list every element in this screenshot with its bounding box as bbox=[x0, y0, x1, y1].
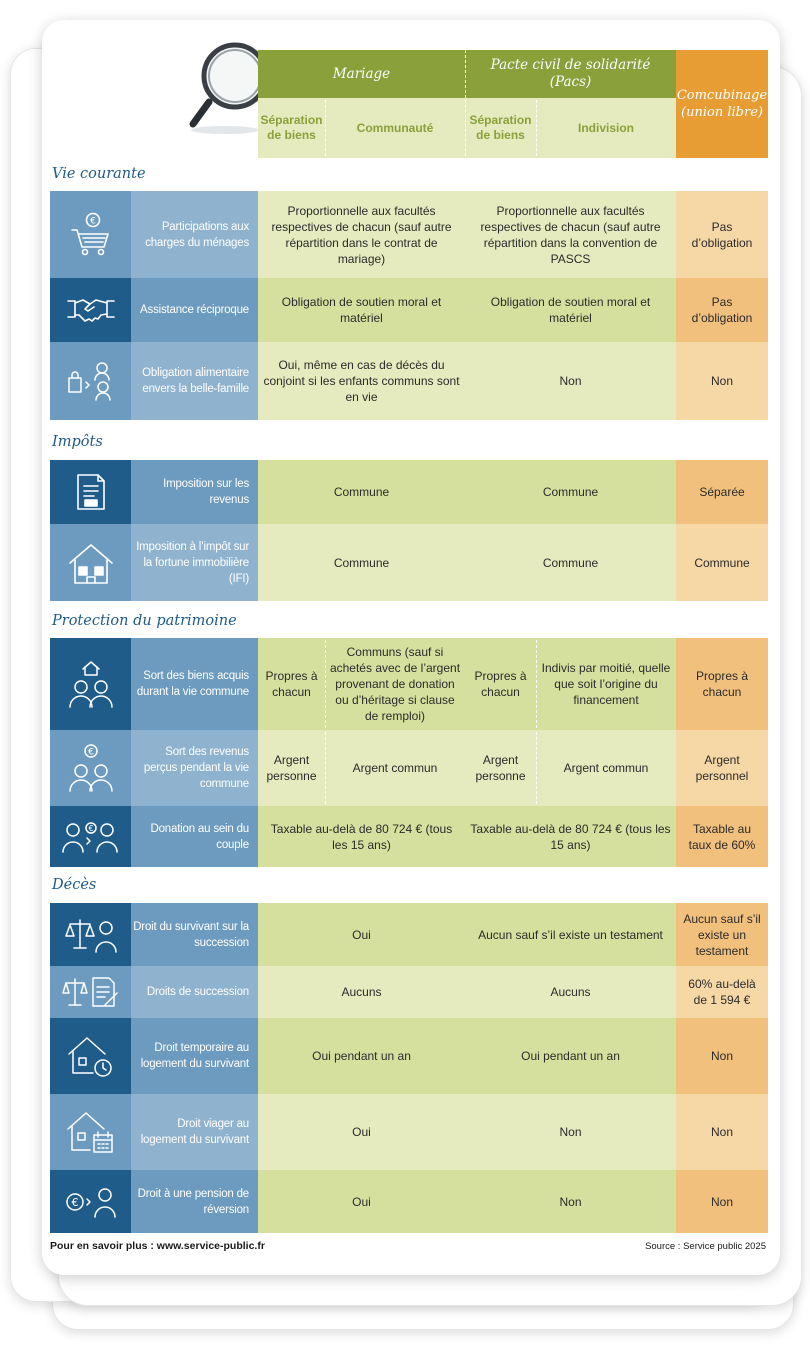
cell-ifi-mariage: Commune bbox=[258, 524, 465, 601]
svg-text:€: € bbox=[89, 216, 96, 226]
cell-revenus-indivision: Argent commun bbox=[536, 730, 676, 806]
cell-participations-concubinage: Pas d’obligation bbox=[676, 191, 768, 278]
cell-revenus-pacs-separation: Argent personne bbox=[465, 730, 536, 806]
header-concubinage: Comcubinage (union libre) bbox=[676, 50, 768, 158]
cell-divider bbox=[325, 640, 326, 728]
cell-obligation-mariage: Oui, même en cas de décès du conjoint si les enfants communs sont en vie bbox=[258, 342, 465, 420]
row-label-survivant: Droit du survivant sur la succession bbox=[131, 903, 258, 966]
row-label-donation: Donation au sein du couple bbox=[131, 806, 258, 867]
cell-temporaire-mariage: Oui pendant un an bbox=[258, 1018, 465, 1094]
couple-euro-icon bbox=[67, 743, 115, 793]
row-icon-imposition bbox=[50, 460, 131, 524]
row-icon-assistance bbox=[50, 278, 131, 342]
cell-imposition-concubinage: Séparée bbox=[676, 460, 768, 524]
row-label-assistance: Assistance réciproque bbox=[131, 278, 258, 342]
section-title-impots: Impôts bbox=[52, 434, 103, 450]
row-icon-obligation bbox=[50, 342, 131, 420]
row-icon-temporaire bbox=[50, 1018, 131, 1094]
row-label-pension: Droit à une pension de réversion bbox=[131, 1170, 258, 1233]
section-title-vie-courante: Vie courante bbox=[52, 166, 146, 182]
cell-pension-pacs: Non bbox=[465, 1170, 676, 1233]
svg-text:€: € bbox=[87, 747, 94, 758]
cell-temporaire-pacs: Oui pendant un an bbox=[465, 1018, 676, 1094]
cell-obligation-pacs: Non bbox=[465, 342, 676, 420]
cell-assistance-concubinage: Pas d’obligation bbox=[676, 278, 768, 342]
row-label-temporaire: Droit temporaire au logement du survivant bbox=[131, 1018, 258, 1094]
cell-survivant-pacs: Aucun sauf s’il existe un testament bbox=[465, 903, 676, 966]
cell-pension-concubinage: Non bbox=[676, 1170, 768, 1233]
cell-donation-pacs: Taxable au-delà de 80 724 € (tous les 15 ans) bbox=[465, 806, 676, 867]
cell-revenus-separation: Argent personne bbox=[258, 730, 325, 806]
svg-text:€: € bbox=[87, 823, 94, 833]
cell-biens-pacs-separation: Propres à chacun bbox=[465, 638, 536, 730]
bag-to-family-icon bbox=[66, 360, 116, 402]
scales-document-icon bbox=[61, 975, 121, 1009]
cell-donation-mariage: Taxable au-delà de 80 724 € (tous les 15 ans) bbox=[258, 806, 465, 867]
cell-imposition-pacs: Commune bbox=[465, 460, 676, 524]
section-title-deces: Décès bbox=[52, 877, 97, 893]
cell-imposition-mariage: Commune bbox=[258, 460, 465, 524]
cart-euro-icon bbox=[69, 212, 113, 258]
cell-viager-pacs: Non bbox=[465, 1094, 676, 1170]
header-pacs: Pacte civil de solidarité (Pacs) bbox=[465, 50, 676, 98]
cell-assistance-mariage: Obligation de soutien moral et matériel bbox=[258, 278, 465, 342]
cell-droits-pacs: Aucuns bbox=[465, 966, 676, 1018]
row-icon-revenus bbox=[50, 730, 131, 806]
subheader-divider bbox=[536, 100, 537, 156]
row-label-imposition: Imposition sur les revenus bbox=[131, 460, 258, 524]
cell-survivant-mariage: Oui bbox=[258, 903, 465, 966]
section-title-protection: Protection du patrimoine bbox=[52, 613, 237, 629]
subheader-separation: Séparation de biens bbox=[258, 98, 325, 158]
cell-ifi-concubinage: Commune bbox=[676, 524, 768, 601]
row-label-ifi: Imposition à l’impôt sur la fortune immobilière (IFI) bbox=[131, 524, 258, 601]
scales-person-icon bbox=[64, 916, 118, 954]
couple-house-icon bbox=[67, 659, 115, 709]
row-icon-donation bbox=[50, 806, 131, 867]
house-clock-icon bbox=[67, 1034, 115, 1078]
row-icon-ifi bbox=[50, 524, 131, 601]
couple-donation-icon bbox=[61, 820, 121, 854]
cell-revenus-concubinage: Argent personnel bbox=[676, 730, 768, 806]
subheader-communaute: Communauté bbox=[325, 98, 465, 158]
row-icon-droits bbox=[50, 966, 131, 1018]
cell-viager-concubinage: Non bbox=[676, 1094, 768, 1170]
cell-divider bbox=[325, 732, 326, 804]
subheader-divider bbox=[465, 100, 466, 156]
cell-droits-mariage: Aucuns bbox=[258, 966, 465, 1018]
cell-biens-communaute: Communs (sauf si achetés avec de l’argent provenant de donation ou d’héritage si clause de remploi) bbox=[325, 638, 465, 730]
row-label-droits: Droits de succession bbox=[131, 966, 258, 1018]
cell-biens-indivision: Indivis par moitié, quelle que soit l’origine du financement bbox=[536, 638, 676, 730]
subheader-divider bbox=[325, 100, 326, 156]
row-icon-biens bbox=[50, 638, 131, 730]
cell-viager-mariage: Oui bbox=[258, 1094, 465, 1170]
cell-obligation-concubinage: Non bbox=[676, 342, 768, 420]
row-icon-viager bbox=[50, 1094, 131, 1170]
cell-revenus-communaute: Argent commun bbox=[325, 730, 465, 806]
row-icon-pension bbox=[50, 1170, 131, 1233]
subheader-indivision: Indivision bbox=[536, 98, 676, 158]
cell-droits-concubinage: 60% au-delà de 1 594 € bbox=[676, 966, 768, 1018]
cell-participations-pacs: Proportionnelle aux facultés respectives de chacun (sauf autre répartition dans la convention de PASCS bbox=[465, 191, 676, 278]
row-icon-survivant bbox=[50, 903, 131, 966]
cell-temporaire-concubinage: Non bbox=[676, 1018, 768, 1094]
footer-more-info: Pour en savoir plus : www.service-public.fr bbox=[50, 1240, 265, 1252]
euro-person-icon bbox=[65, 1185, 117, 1219]
svg-text:€: € bbox=[71, 1195, 78, 1209]
cell-divider bbox=[536, 640, 537, 728]
subheader-separation-pacs: Séparation de biens bbox=[465, 98, 536, 158]
row-label-revenus: Sort des revenus perçus pendant la vie commune bbox=[131, 730, 258, 806]
cell-biens-concubinage: Propres à chacun bbox=[676, 638, 768, 730]
house-icon bbox=[67, 541, 115, 585]
row-label-participations: Participations aux charges du ménages bbox=[131, 191, 258, 278]
row-icon-participations bbox=[50, 191, 131, 278]
tax-form-icon bbox=[75, 473, 107, 511]
header-mariage: Mariage bbox=[258, 50, 465, 98]
cell-ifi-pacs: Commune bbox=[465, 524, 676, 601]
row-label-biens: Sort des biens acquis durant la vie commune bbox=[131, 638, 258, 730]
row-label-viager: Droit viager au logement du survivant bbox=[131, 1094, 258, 1170]
footer-source: Source : Service public 2025 bbox=[645, 1241, 766, 1252]
cell-biens-separation: Propres à chacun bbox=[258, 638, 325, 730]
cell-assistance-pacs: Obligation de soutien moral et matériel bbox=[465, 278, 676, 342]
cell-survivant-concubinage: Aucun sauf s’il existe un testament bbox=[676, 903, 768, 966]
cell-pension-mariage: Oui bbox=[258, 1170, 465, 1233]
handshake-icon bbox=[66, 293, 116, 327]
cell-donation-concubinage: Taxable au taux de 60% bbox=[676, 806, 768, 867]
house-calendar-icon bbox=[66, 1109, 116, 1155]
header-divider bbox=[465, 50, 466, 98]
cell-divider bbox=[536, 732, 537, 804]
row-label-obligation: Obligation alimentaire envers la belle-famille bbox=[131, 342, 258, 420]
cell-participations-mariage: Proportionnelle aux facultés respectives de chacun (sauf autre répartition dans le contrat de mariage) bbox=[258, 191, 465, 278]
